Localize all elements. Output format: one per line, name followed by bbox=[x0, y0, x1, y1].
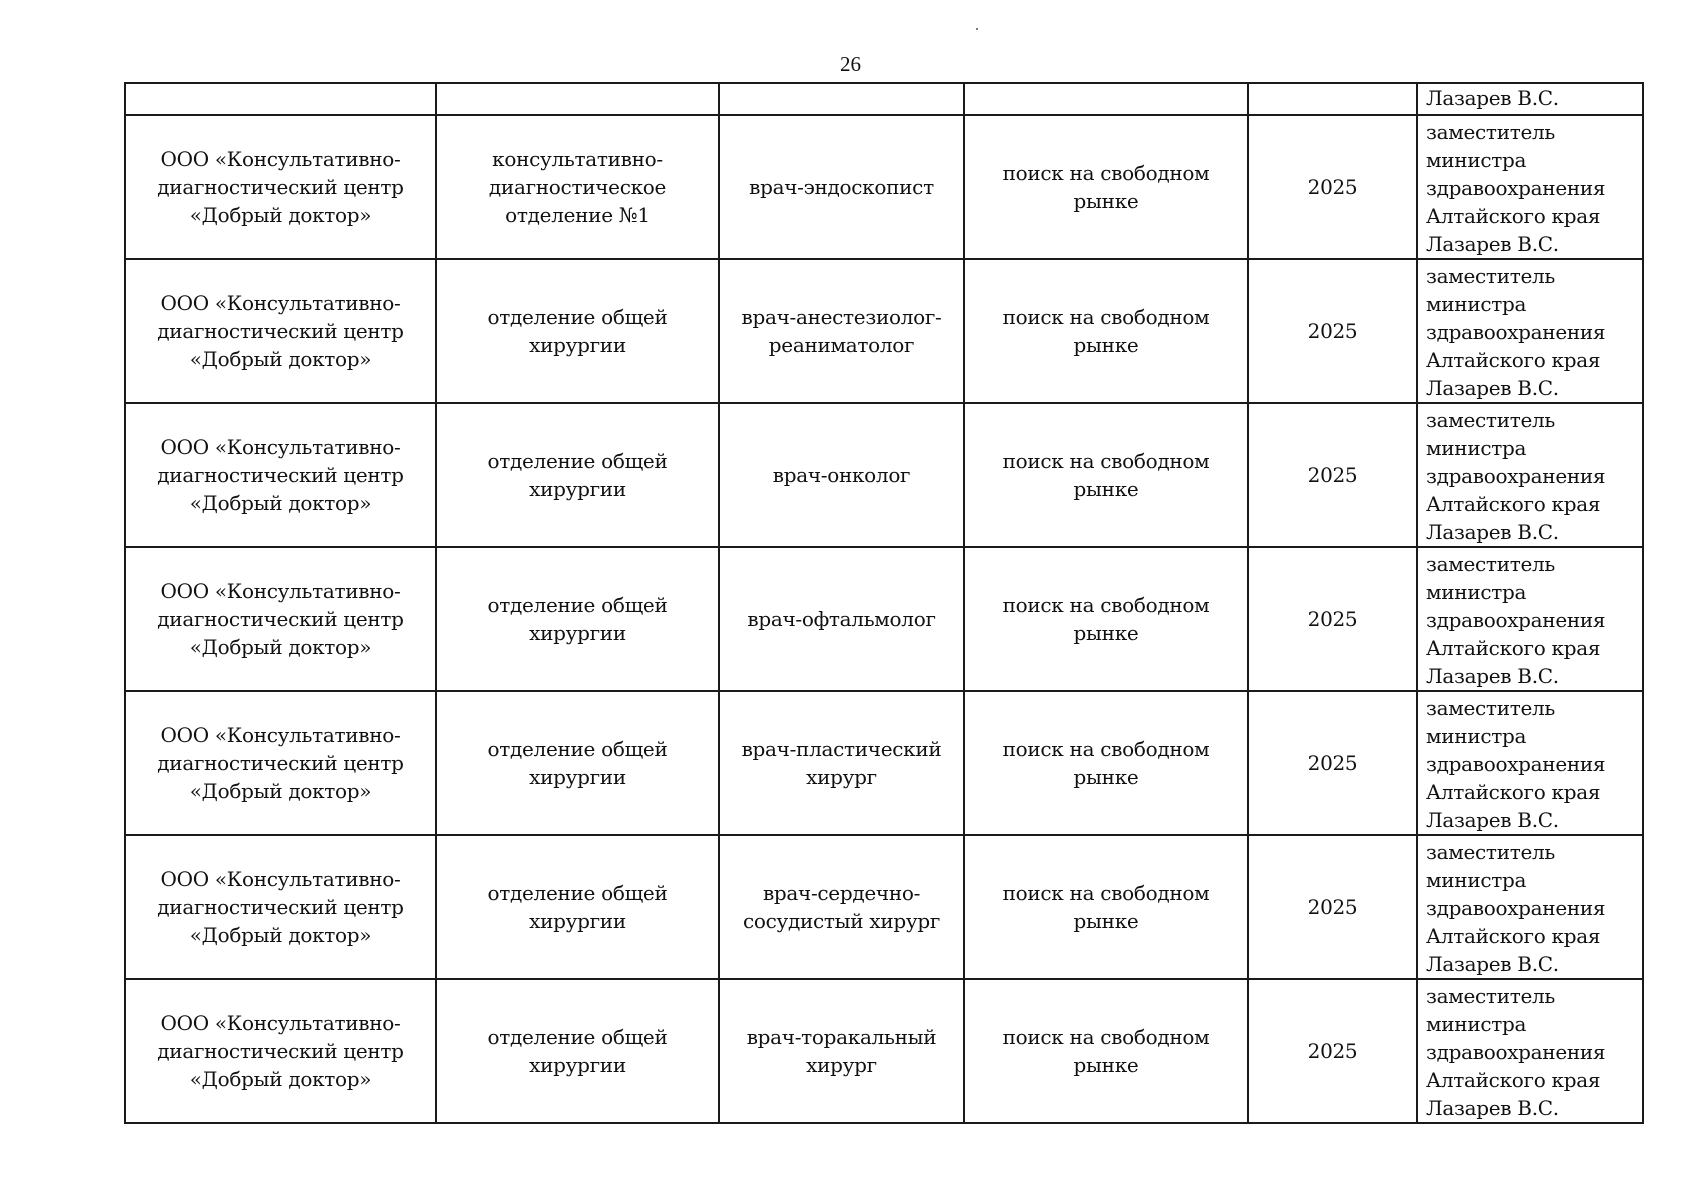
year-cell bbox=[1248, 115, 1417, 259]
org-line: диагностический центр bbox=[157, 751, 404, 775]
org-cell bbox=[125, 259, 436, 403]
org-line: диагностический центр bbox=[157, 607, 404, 631]
table-row bbox=[125, 403, 1643, 547]
method-line: рынке bbox=[1073, 909, 1139, 933]
position-line: хирург bbox=[806, 765, 877, 789]
year-value: 2025 bbox=[1307, 751, 1358, 775]
method-line: поиск на свободном bbox=[1002, 1025, 1210, 1049]
org-line: ООО «Консультативно- bbox=[160, 579, 401, 603]
department-cell bbox=[436, 259, 719, 403]
method-cell bbox=[964, 979, 1248, 1123]
responsible-line: заместитель bbox=[1426, 552, 1556, 576]
position-cell bbox=[719, 979, 964, 1123]
org-cell bbox=[125, 115, 436, 259]
position-line: врач-эндоскопист bbox=[749, 175, 934, 199]
department-line: отделение общей bbox=[487, 737, 668, 761]
org-line: «Добрый доктор» bbox=[189, 635, 372, 659]
position-cell bbox=[719, 259, 964, 403]
position-line: реаниматолог bbox=[768, 333, 915, 357]
responsible-line: Алтайского края bbox=[1426, 348, 1601, 372]
department-line: хирургии bbox=[529, 1053, 626, 1077]
responsible-line: здравоохранения bbox=[1426, 1040, 1606, 1064]
method-line: рынке bbox=[1073, 189, 1139, 213]
position-cell bbox=[719, 115, 964, 259]
responsible-cell bbox=[1417, 979, 1643, 1123]
org-line: диагностический центр bbox=[157, 175, 404, 199]
position-cell bbox=[719, 691, 964, 835]
method-line: рынке bbox=[1073, 477, 1139, 501]
org-line: «Добрый доктор» bbox=[189, 779, 372, 803]
table-row bbox=[125, 835, 1643, 979]
responsible-line: Лазарев В.С. bbox=[1426, 808, 1559, 832]
responsible-cell bbox=[1417, 547, 1643, 691]
org-line: «Добрый доктор» bbox=[189, 347, 372, 371]
department-line: отделение общей bbox=[487, 881, 668, 905]
year-cell bbox=[1248, 835, 1417, 979]
department-line: отделение общей bbox=[487, 305, 668, 329]
method-cell bbox=[964, 83, 1248, 115]
responsible-line: Алтайского края bbox=[1426, 204, 1601, 228]
department-line: диагностическое bbox=[488, 175, 667, 199]
responsible-line: здравоохранения bbox=[1426, 608, 1606, 632]
department-cell bbox=[436, 403, 719, 547]
department-cell bbox=[436, 83, 719, 115]
position-line: врач-сердечно- bbox=[762, 881, 921, 905]
year-cell bbox=[1248, 83, 1417, 115]
responsible-line: заместитель bbox=[1426, 408, 1556, 432]
responsible-line: Лазарев В.С. bbox=[1426, 952, 1559, 976]
position-cell bbox=[719, 403, 964, 547]
org-line: диагностический центр bbox=[157, 895, 404, 919]
method-line: поиск на свободном bbox=[1002, 593, 1210, 617]
year-cell bbox=[1248, 979, 1417, 1123]
department-line: хирургии bbox=[529, 333, 626, 357]
method-line: поиск на свободном bbox=[1002, 737, 1210, 761]
department-line: хирургии bbox=[529, 477, 626, 501]
org-cell bbox=[125, 835, 436, 979]
responsible-line: заместитель bbox=[1426, 120, 1556, 144]
department-cell bbox=[436, 115, 719, 259]
method-cell bbox=[964, 403, 1248, 547]
org-line: ООО «Консультативно- bbox=[160, 723, 401, 747]
department-line: хирургии bbox=[529, 621, 626, 645]
table-row bbox=[125, 691, 1643, 835]
responsible-cell bbox=[1417, 403, 1643, 547]
department-line: отделение общей bbox=[487, 593, 668, 617]
responsible-line: заместитель bbox=[1426, 264, 1556, 288]
responsible-line: Алтайского края bbox=[1426, 492, 1601, 516]
department-line: хирургии bbox=[529, 909, 626, 933]
position-line: хирург bbox=[806, 1053, 877, 1077]
responsible-cell bbox=[1417, 259, 1643, 403]
position-line: врач-онколог bbox=[772, 463, 911, 487]
department-cell bbox=[436, 979, 719, 1123]
responsible-cell bbox=[1417, 83, 1643, 115]
year-value: 2025 bbox=[1307, 607, 1358, 631]
responsible-line: министра bbox=[1426, 724, 1527, 748]
responsible-line: здравоохранения bbox=[1426, 320, 1606, 344]
org-line: ООО «Консультативно- bbox=[160, 435, 401, 459]
position-line: врач-пластический bbox=[741, 737, 942, 761]
method-cell bbox=[964, 835, 1248, 979]
responsible-line: заместитель bbox=[1426, 984, 1556, 1008]
responsible-line: Лазарев В.С. bbox=[1426, 86, 1559, 110]
department-line: отделение №1 bbox=[505, 203, 650, 227]
org-cell bbox=[125, 83, 436, 115]
responsible-line: Лазарев В.С. bbox=[1426, 1096, 1559, 1120]
responsible-cell bbox=[1417, 115, 1643, 259]
department-line: отделение общей bbox=[487, 1025, 668, 1049]
method-cell bbox=[964, 259, 1248, 403]
responsible-line: министра bbox=[1426, 868, 1527, 892]
responsible-line: министра bbox=[1426, 1012, 1527, 1036]
scan-speck bbox=[976, 28, 978, 30]
position-line: сосудистый хирург bbox=[742, 909, 941, 933]
continuation-row bbox=[125, 83, 1643, 115]
year-cell bbox=[1248, 259, 1417, 403]
year-value: 2025 bbox=[1307, 463, 1358, 487]
org-line: «Добрый доктор» bbox=[189, 1067, 372, 1091]
method-line: поиск на свободном bbox=[1002, 305, 1210, 329]
org-line: ООО «Консультативно- bbox=[160, 1011, 401, 1035]
department-line: хирургии bbox=[529, 765, 626, 789]
responsible-line: Алтайского края bbox=[1426, 1068, 1601, 1092]
year-value: 2025 bbox=[1307, 1039, 1358, 1063]
org-cell bbox=[125, 403, 436, 547]
department-cell bbox=[436, 835, 719, 979]
position-line: врач-анестезиолог- bbox=[741, 305, 942, 329]
responsible-line: министра bbox=[1426, 436, 1527, 460]
responsible-line: здравоохранения bbox=[1426, 896, 1606, 920]
responsible-line: здравоохранения bbox=[1426, 464, 1606, 488]
method-line: поиск на свободном bbox=[1002, 881, 1210, 905]
year-value: 2025 bbox=[1307, 319, 1358, 343]
year-cell bbox=[1248, 547, 1417, 691]
year-value: 2025 bbox=[1307, 895, 1358, 919]
org-line: «Добрый доктор» bbox=[189, 203, 372, 227]
method-line: поиск на свободном bbox=[1002, 449, 1210, 473]
responsible-line: здравоохранения bbox=[1426, 752, 1606, 776]
method-line: поиск на свободном bbox=[1002, 161, 1210, 185]
position-line: врач-торакальный bbox=[746, 1025, 937, 1049]
method-cell bbox=[964, 115, 1248, 259]
responsible-line: Лазарев В.С. bbox=[1426, 376, 1559, 400]
responsible-line: Алтайского края bbox=[1426, 636, 1601, 660]
responsible-line: министра bbox=[1426, 292, 1527, 316]
table-row bbox=[125, 979, 1643, 1123]
table-body bbox=[125, 83, 1643, 1123]
department-line: консультативно- bbox=[492, 147, 663, 171]
responsible-cell bbox=[1417, 691, 1643, 835]
org-line: «Добрый доктор» bbox=[189, 491, 372, 515]
responsible-line: Алтайского края bbox=[1426, 924, 1601, 948]
method-cell bbox=[964, 547, 1248, 691]
responsible-line: Алтайского края bbox=[1426, 780, 1601, 804]
org-line: ООО «Консультативно- bbox=[160, 867, 401, 891]
responsible-line: заместитель bbox=[1426, 696, 1556, 720]
responsible-line: Лазарев В.С. bbox=[1426, 664, 1559, 688]
table-row bbox=[125, 115, 1643, 259]
responsible-line: министра bbox=[1426, 580, 1527, 604]
org-line: диагностический центр bbox=[157, 319, 404, 343]
department-cell bbox=[436, 691, 719, 835]
responsible-line: министра bbox=[1426, 148, 1527, 172]
position-line: врач-офтальмолог bbox=[747, 607, 936, 631]
position-cell bbox=[719, 547, 964, 691]
year-value: 2025 bbox=[1307, 175, 1358, 199]
department-line: отделение общей bbox=[487, 449, 668, 473]
org-line: диагностический центр bbox=[157, 1039, 404, 1063]
org-cell bbox=[125, 979, 436, 1123]
responsible-line: Лазарев В.С. bbox=[1426, 232, 1559, 256]
method-cell bbox=[964, 691, 1248, 835]
table-row bbox=[125, 547, 1643, 691]
page-number: 26 bbox=[840, 52, 861, 76]
responsible-line: Лазарев В.С. bbox=[1426, 520, 1559, 544]
responsible-cell bbox=[1417, 835, 1643, 979]
year-cell bbox=[1248, 403, 1417, 547]
org-line: ООО «Консультативно- bbox=[160, 291, 401, 315]
position-cell bbox=[719, 835, 964, 979]
year-cell bbox=[1248, 691, 1417, 835]
org-line: ООО «Консультативно- bbox=[160, 147, 401, 171]
org-line: диагностический центр bbox=[157, 463, 404, 487]
method-line: рынке bbox=[1073, 765, 1139, 789]
table-row bbox=[125, 259, 1643, 403]
org-cell bbox=[125, 547, 436, 691]
position-cell bbox=[719, 83, 964, 115]
method-line: рынке bbox=[1073, 621, 1139, 645]
method-line: рынке bbox=[1073, 333, 1139, 357]
responsible-line: здравоохранения bbox=[1426, 176, 1606, 200]
method-line: рынке bbox=[1073, 1053, 1139, 1077]
department-cell bbox=[436, 547, 719, 691]
org-cell bbox=[125, 691, 436, 835]
org-line: «Добрый доктор» bbox=[189, 923, 372, 947]
responsible-line: заместитель bbox=[1426, 840, 1556, 864]
staffing-table bbox=[124, 82, 1644, 1124]
